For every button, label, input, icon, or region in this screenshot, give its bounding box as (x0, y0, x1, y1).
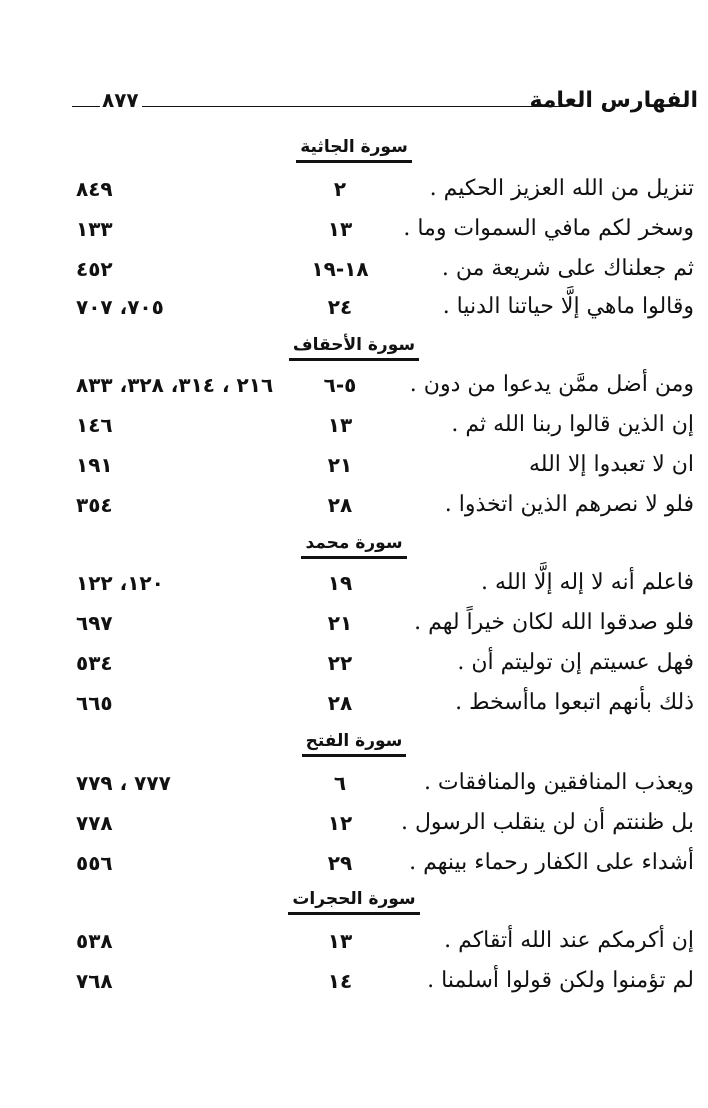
index-row (0, 290, 708, 328)
surah-title: سورة الأحقاف (289, 334, 419, 361)
index-row (0, 448, 708, 486)
page-number: ٨٧٧ (102, 88, 139, 112)
page-references: ٤٥٢ (76, 257, 113, 281)
verse-text: ويعذب المنافقين والمنافقات . (423, 770, 694, 795)
index-row (0, 964, 708, 1002)
ayah-number: ٢٨ (327, 691, 353, 715)
page-references: ٢١٦ ، ٣١٤، ٣٢٨، ٨٣٣ (76, 373, 274, 397)
page-references: ٧٧٧ ، ٧٧٩ (76, 771, 171, 795)
index-row (0, 566, 708, 604)
surah-heading (0, 888, 708, 916)
index-row (0, 252, 708, 290)
ayah-number: ٢١ (327, 453, 353, 477)
ayah-number: ١٤ (327, 969, 353, 993)
index-row (0, 172, 708, 210)
page-references: ٧٦٨ (76, 969, 113, 993)
page-references: ٨٤٩ (76, 177, 113, 201)
verse-text: إن أكرمكم عند الله أتقاكم . (444, 928, 694, 953)
surah-title: سورة الحجرات (288, 888, 419, 915)
ayah-number: ٢٩ (327, 851, 353, 875)
ayah-number: ٢ (333, 177, 347, 201)
header-rule (142, 106, 566, 107)
page-references: ١٩١ (76, 453, 113, 477)
verse-text: أشداء على الكفار رحماء بينهم . (409, 850, 694, 875)
ayah-number: ١٣ (327, 929, 353, 953)
surah-heading (0, 136, 708, 164)
ayah-number: ١٣ (327, 217, 353, 241)
verse-text: لم تؤمنوا ولكن قولوا أسلمنا . (427, 968, 694, 993)
ayah-number: ١٩ (327, 571, 353, 595)
verse-text: وقالوا ماهي إلَّا حياتنا الدنيا . (442, 294, 694, 319)
ayah-number: ٢٤ (327, 295, 353, 319)
ayah-number: ١٢ (327, 811, 353, 835)
page-header (72, 86, 698, 116)
index-row (0, 368, 708, 406)
index-row (0, 408, 708, 446)
verse-text: فهل عسيتم إن توليتم أن . (457, 650, 694, 675)
index-row (0, 646, 708, 684)
verse-text: فلو لا نصرهم الذين اتخذوا . (444, 492, 694, 517)
header-dash (72, 106, 100, 107)
page-references: ٧٠٥، ٧٠٧ (76, 295, 164, 319)
ayah-number: ٢١ (327, 611, 353, 635)
index-row (0, 846, 708, 884)
page-references: ٣٥٤ (76, 493, 113, 517)
index-row (0, 606, 708, 644)
page-title: الفهارس العامة (529, 88, 698, 113)
ayah-number: ١٨-١٩ (311, 257, 369, 281)
index-row (0, 766, 708, 804)
index-row (0, 924, 708, 962)
ayah-number: ٢٨ (327, 493, 353, 517)
verse-text: ثم جعلناك على شريعة من . (441, 256, 694, 281)
index-row (0, 686, 708, 724)
page-references: ١٣٣ (76, 217, 113, 241)
ayah-number: ٢٢ (327, 651, 353, 675)
index-row (0, 806, 708, 844)
page-references: ٦٩٧ (76, 611, 113, 635)
surah-heading (0, 334, 708, 362)
ayah-number: ١٣ (327, 413, 353, 437)
index-row (0, 488, 708, 526)
verse-text: تنزيل من الله العزيز الحكيم . (429, 176, 694, 201)
page-references: ٧٧٨ (76, 811, 113, 835)
ayah-number: ٦ (333, 771, 347, 795)
surah-title: سورة الجاثية (296, 136, 412, 163)
verse-text: ذلك بأنهم اتبعوا ماأسخط . (455, 690, 694, 715)
ayah-number: ٥-٦ (323, 373, 357, 397)
verse-text: وسخر لكم مافي السموات وما . (403, 216, 694, 241)
page-references: ٥٥٦ (76, 851, 113, 875)
verse-text: إن الذين قالوا ربنا الله ثم . (451, 412, 694, 437)
verse-text: فلو صدقوا الله لكان خيراً لهم . (414, 610, 694, 635)
surah-heading (0, 532, 708, 560)
page-references: ٥٣٨ (76, 929, 113, 953)
surah-title: سورة محمد (301, 532, 406, 559)
page-references: ٦٦٥ (76, 691, 113, 715)
surah-heading (0, 730, 708, 758)
page-references: ١٤٦ (76, 413, 113, 437)
verse-text: فاعلم أنه لا إله إلَّا الله . (481, 570, 694, 595)
verse-text: ان لا تعبدوا إلا الله (529, 452, 694, 477)
page-references: ٥٣٤ (76, 651, 113, 675)
surah-title: سورة الفتح (302, 730, 407, 757)
verse-text: ومن أضل ممَّن يدعوا من دون . (409, 372, 694, 397)
index-row (0, 212, 708, 250)
page-references: ١٢٠، ١٢٢ (76, 571, 164, 595)
verse-text: بل ظننتم أن لن ينقلب الرسول . (400, 810, 694, 835)
